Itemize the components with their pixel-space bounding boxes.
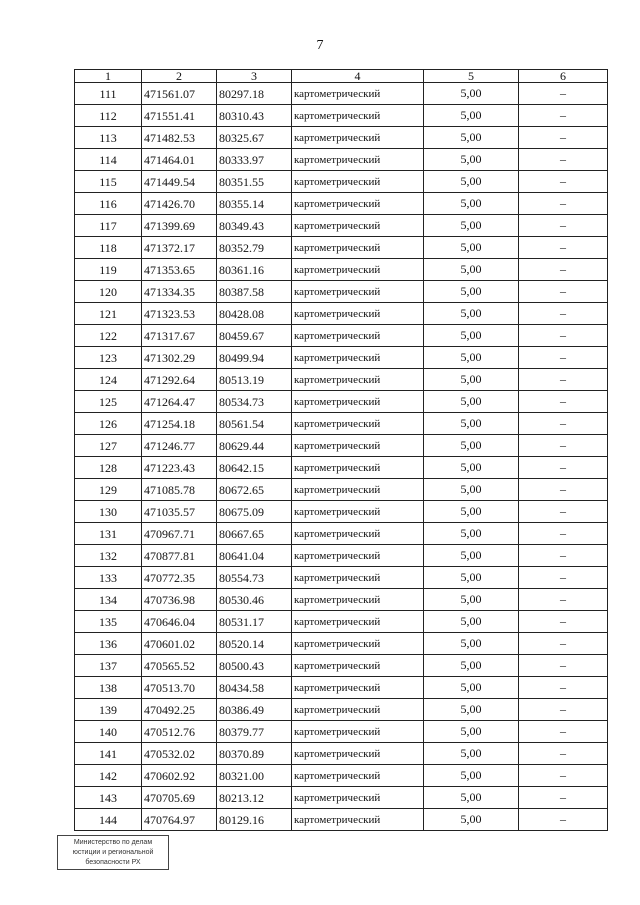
note-cell: – <box>519 413 608 435</box>
registration-stamp <box>57 835 169 870</box>
coordinates-table <box>74 69 608 831</box>
x-coordinate-cell: 470764.97 <box>142 809 217 831</box>
method-cell: картометрический <box>292 325 424 347</box>
point-number-cell: 132 <box>75 545 142 567</box>
error-cell: 5,00 <box>424 633 519 655</box>
table-row <box>75 787 608 809</box>
point-number-cell: 114 <box>75 149 142 171</box>
point-number-cell: 111 <box>75 83 142 105</box>
table-row <box>75 281 608 303</box>
table-row <box>75 369 608 391</box>
note-cell: – <box>519 369 608 391</box>
note-cell: – <box>519 677 608 699</box>
point-number-cell: 124 <box>75 369 142 391</box>
note-cell: – <box>519 193 608 215</box>
error-cell: 5,00 <box>424 215 519 237</box>
y-coordinate-cell: 80459.67 <box>217 325 292 347</box>
x-coordinate-cell: 471223.43 <box>142 457 217 479</box>
table-row <box>75 589 608 611</box>
x-coordinate-cell: 471254.18 <box>142 413 217 435</box>
y-coordinate-cell: 80675.09 <box>217 501 292 523</box>
note-cell: – <box>519 501 608 523</box>
table-body <box>75 83 608 831</box>
y-coordinate-cell: 80531.17 <box>217 611 292 633</box>
x-coordinate-cell: 470705.69 <box>142 787 217 809</box>
x-coordinate-cell: 471302.29 <box>142 347 217 369</box>
x-coordinate-cell: 470602.92 <box>142 765 217 787</box>
y-coordinate-cell: 80629.44 <box>217 435 292 457</box>
note-cell: – <box>519 699 608 721</box>
method-cell: картометрический <box>292 699 424 721</box>
x-coordinate-cell: 470513.70 <box>142 677 217 699</box>
table-row <box>75 567 608 589</box>
method-cell: картометрический <box>292 721 424 743</box>
error-cell: 5,00 <box>424 149 519 171</box>
method-cell: картометрический <box>292 281 424 303</box>
error-cell: 5,00 <box>424 391 519 413</box>
y-coordinate-cell: 80213.12 <box>217 787 292 809</box>
column-header: 1 <box>75 70 142 83</box>
method-cell: картометрический <box>292 545 424 567</box>
method-cell: картометрический <box>292 237 424 259</box>
y-coordinate-cell: 80355.14 <box>217 193 292 215</box>
note-cell: – <box>519 171 608 193</box>
y-coordinate-cell: 80554.73 <box>217 567 292 589</box>
method-cell: картометрический <box>292 611 424 633</box>
note-cell: – <box>519 611 608 633</box>
x-coordinate-cell: 471323.53 <box>142 303 217 325</box>
error-cell: 5,00 <box>424 171 519 193</box>
y-coordinate-cell: 80129.16 <box>217 809 292 831</box>
y-coordinate-cell: 80530.46 <box>217 589 292 611</box>
point-number-cell: 115 <box>75 171 142 193</box>
note-cell: – <box>519 237 608 259</box>
y-coordinate-cell: 80672.65 <box>217 479 292 501</box>
point-number-cell: 136 <box>75 633 142 655</box>
error-cell: 5,00 <box>424 325 519 347</box>
y-coordinate-cell: 80499.94 <box>217 347 292 369</box>
y-coordinate-cell: 80370.89 <box>217 743 292 765</box>
y-coordinate-cell: 80667.65 <box>217 523 292 545</box>
y-coordinate-cell: 80386.49 <box>217 699 292 721</box>
table-row <box>75 435 608 457</box>
point-number-cell: 113 <box>75 127 142 149</box>
y-coordinate-cell: 80561.54 <box>217 413 292 435</box>
y-coordinate-cell: 80361.16 <box>217 259 292 281</box>
point-number-cell: 120 <box>75 281 142 303</box>
method-cell: картометрический <box>292 83 424 105</box>
x-coordinate-cell: 471551.41 <box>142 105 217 127</box>
y-coordinate-cell: 80352.79 <box>217 237 292 259</box>
y-coordinate-cell: 80351.55 <box>217 171 292 193</box>
point-number-cell: 131 <box>75 523 142 545</box>
error-cell: 5,00 <box>424 259 519 281</box>
table-row <box>75 743 608 765</box>
table-row <box>75 127 608 149</box>
column-header: 3 <box>217 70 292 83</box>
stamp-line: Министерство по делам <box>73 839 153 846</box>
note-cell: – <box>519 743 608 765</box>
point-number-cell: 128 <box>75 457 142 479</box>
note-cell: – <box>519 457 608 479</box>
method-cell: картометрический <box>292 765 424 787</box>
note-cell: – <box>519 149 608 171</box>
error-cell: 5,00 <box>424 281 519 303</box>
table-row <box>75 237 608 259</box>
point-number-cell: 122 <box>75 325 142 347</box>
x-coordinate-cell: 471035.57 <box>142 501 217 523</box>
point-number-cell: 117 <box>75 215 142 237</box>
column-header: 5 <box>424 70 519 83</box>
y-coordinate-cell: 80428.08 <box>217 303 292 325</box>
table-row <box>75 501 608 523</box>
y-coordinate-cell: 80387.58 <box>217 281 292 303</box>
column-header: 6 <box>519 70 608 83</box>
error-cell: 5,00 <box>424 105 519 127</box>
error-cell: 5,00 <box>424 501 519 523</box>
table-row <box>75 83 608 105</box>
method-cell: картометрический <box>292 479 424 501</box>
table-row <box>75 457 608 479</box>
note-cell: – <box>519 633 608 655</box>
stamp-line: юстиции и региональной <box>72 849 154 856</box>
x-coordinate-cell: 471292.64 <box>142 369 217 391</box>
page-number: 7 <box>316 38 324 53</box>
method-cell: картометрический <box>292 523 424 545</box>
error-cell: 5,00 <box>424 369 519 391</box>
note-cell: – <box>519 567 608 589</box>
point-number-cell: 144 <box>75 809 142 831</box>
method-cell: картометрический <box>292 259 424 281</box>
y-coordinate-cell: 80321.00 <box>217 765 292 787</box>
x-coordinate-cell: 471317.67 <box>142 325 217 347</box>
error-cell: 5,00 <box>424 787 519 809</box>
x-coordinate-cell: 471085.78 <box>142 479 217 501</box>
note-cell: – <box>519 215 608 237</box>
y-coordinate-cell: 80534.73 <box>217 391 292 413</box>
x-coordinate-cell: 470646.04 <box>142 611 217 633</box>
method-cell: картометрический <box>292 149 424 171</box>
x-coordinate-cell: 470565.52 <box>142 655 217 677</box>
x-coordinate-cell: 471482.53 <box>142 127 217 149</box>
note-cell: – <box>519 347 608 369</box>
method-cell: картометрический <box>292 303 424 325</box>
point-number-cell: 123 <box>75 347 142 369</box>
method-cell: картометрический <box>292 435 424 457</box>
point-number-cell: 116 <box>75 193 142 215</box>
y-coordinate-cell: 80310.43 <box>217 105 292 127</box>
error-cell: 5,00 <box>424 193 519 215</box>
point-number-cell: 133 <box>75 567 142 589</box>
error-cell: 5,00 <box>424 589 519 611</box>
table-row <box>75 171 608 193</box>
table-row <box>75 633 608 655</box>
method-cell: картометрический <box>292 347 424 369</box>
point-number-cell: 143 <box>75 787 142 809</box>
method-cell: картометрический <box>292 369 424 391</box>
column-header: 2 <box>142 70 217 83</box>
note-cell: – <box>519 325 608 347</box>
error-cell: 5,00 <box>424 809 519 831</box>
error-cell: 5,00 <box>424 545 519 567</box>
point-number-cell: 142 <box>75 765 142 787</box>
point-number-cell: 119 <box>75 259 142 281</box>
method-cell: картометрический <box>292 501 424 523</box>
point-number-cell: 121 <box>75 303 142 325</box>
table-row <box>75 105 608 127</box>
table-row <box>75 325 608 347</box>
y-coordinate-cell: 80642.15 <box>217 457 292 479</box>
note-cell: – <box>519 545 608 567</box>
method-cell: картометрический <box>292 391 424 413</box>
note-cell: – <box>519 391 608 413</box>
note-cell: – <box>519 655 608 677</box>
point-number-cell: 135 <box>75 611 142 633</box>
method-cell: картометрический <box>292 677 424 699</box>
x-coordinate-cell: 471399.69 <box>142 215 217 237</box>
error-cell: 5,00 <box>424 347 519 369</box>
y-coordinate-cell: 80434.58 <box>217 677 292 699</box>
point-number-cell: 138 <box>75 677 142 699</box>
table-row <box>75 391 608 413</box>
table-row <box>75 193 608 215</box>
x-coordinate-cell: 471264.47 <box>142 391 217 413</box>
point-number-cell: 125 <box>75 391 142 413</box>
error-cell: 5,00 <box>424 655 519 677</box>
x-coordinate-cell: 470772.35 <box>142 567 217 589</box>
y-coordinate-cell: 80297.18 <box>217 83 292 105</box>
note-cell: – <box>519 83 608 105</box>
method-cell: картометрический <box>292 633 424 655</box>
x-coordinate-cell: 470877.81 <box>142 545 217 567</box>
error-cell: 5,00 <box>424 303 519 325</box>
table-row <box>75 545 608 567</box>
table-row <box>75 699 608 721</box>
table-header-row <box>75 70 608 83</box>
y-coordinate-cell: 80349.43 <box>217 215 292 237</box>
y-coordinate-cell: 80500.43 <box>217 655 292 677</box>
table-row <box>75 479 608 501</box>
x-coordinate-cell: 470967.71 <box>142 523 217 545</box>
error-cell: 5,00 <box>424 83 519 105</box>
note-cell: – <box>519 435 608 457</box>
note-cell: – <box>519 303 608 325</box>
table-row <box>75 809 608 831</box>
y-coordinate-cell: 80520.14 <box>217 633 292 655</box>
note-cell: – <box>519 281 608 303</box>
y-coordinate-cell: 80379.77 <box>217 721 292 743</box>
x-coordinate-cell: 470736.98 <box>142 589 217 611</box>
error-cell: 5,00 <box>424 127 519 149</box>
stamp-line: безопасности РХ <box>85 859 141 866</box>
point-number-cell: 118 <box>75 237 142 259</box>
error-cell: 5,00 <box>424 611 519 633</box>
column-header: 4 <box>292 70 424 83</box>
point-number-cell: 134 <box>75 589 142 611</box>
method-cell: картометрический <box>292 655 424 677</box>
error-cell: 5,00 <box>424 743 519 765</box>
method-cell: картометрический <box>292 809 424 831</box>
table-row <box>75 149 608 171</box>
error-cell: 5,00 <box>424 523 519 545</box>
y-coordinate-cell: 80513.19 <box>217 369 292 391</box>
point-number-cell: 126 <box>75 413 142 435</box>
point-number-cell: 137 <box>75 655 142 677</box>
error-cell: 5,00 <box>424 567 519 589</box>
x-coordinate-cell: 471561.07 <box>142 83 217 105</box>
error-cell: 5,00 <box>424 677 519 699</box>
method-cell: картометрический <box>292 171 424 193</box>
x-coordinate-cell: 470601.02 <box>142 633 217 655</box>
x-coordinate-cell: 471372.17 <box>142 237 217 259</box>
x-coordinate-cell: 470512.76 <box>142 721 217 743</box>
point-number-cell: 127 <box>75 435 142 457</box>
point-number-cell: 130 <box>75 501 142 523</box>
method-cell: картометрический <box>292 215 424 237</box>
error-cell: 5,00 <box>424 435 519 457</box>
point-number-cell: 129 <box>75 479 142 501</box>
method-cell: картометрический <box>292 743 424 765</box>
method-cell: картометрический <box>292 567 424 589</box>
note-cell: – <box>519 105 608 127</box>
x-coordinate-cell: 471449.54 <box>142 171 217 193</box>
error-cell: 5,00 <box>424 479 519 501</box>
method-cell: картометрический <box>292 413 424 435</box>
note-cell: – <box>519 589 608 611</box>
note-cell: – <box>519 765 608 787</box>
table-row <box>75 677 608 699</box>
y-coordinate-cell: 80333.97 <box>217 149 292 171</box>
note-cell: – <box>519 523 608 545</box>
method-cell: картометрический <box>292 457 424 479</box>
y-coordinate-cell: 80641.04 <box>217 545 292 567</box>
x-coordinate-cell: 470492.25 <box>142 699 217 721</box>
table-row <box>75 303 608 325</box>
x-coordinate-cell: 470532.02 <box>142 743 217 765</box>
table-row <box>75 347 608 369</box>
table-row <box>75 413 608 435</box>
point-number-cell: 141 <box>75 743 142 765</box>
x-coordinate-cell: 471464.01 <box>142 149 217 171</box>
note-cell: – <box>519 721 608 743</box>
error-cell: 5,00 <box>424 721 519 743</box>
point-number-cell: 139 <box>75 699 142 721</box>
error-cell: 5,00 <box>424 413 519 435</box>
table-row <box>75 215 608 237</box>
y-coordinate-cell: 80325.67 <box>217 127 292 149</box>
error-cell: 5,00 <box>424 237 519 259</box>
x-coordinate-cell: 471246.77 <box>142 435 217 457</box>
note-cell: – <box>519 787 608 809</box>
table-row <box>75 611 608 633</box>
x-coordinate-cell: 471426.70 <box>142 193 217 215</box>
table-row <box>75 523 608 545</box>
table-row <box>75 655 608 677</box>
x-coordinate-cell: 471334.35 <box>142 281 217 303</box>
error-cell: 5,00 <box>424 699 519 721</box>
method-cell: картометрический <box>292 105 424 127</box>
point-number-cell: 112 <box>75 105 142 127</box>
method-cell: картометрический <box>292 193 424 215</box>
note-cell: – <box>519 809 608 831</box>
method-cell: картометрический <box>292 127 424 149</box>
point-number-cell: 140 <box>75 721 142 743</box>
table-row <box>75 765 608 787</box>
table-row <box>75 259 608 281</box>
x-coordinate-cell: 471353.65 <box>142 259 217 281</box>
note-cell: – <box>519 127 608 149</box>
error-cell: 5,00 <box>424 765 519 787</box>
note-cell: – <box>519 259 608 281</box>
table-row <box>75 721 608 743</box>
error-cell: 5,00 <box>424 457 519 479</box>
note-cell: – <box>519 479 608 501</box>
method-cell: картометрический <box>292 787 424 809</box>
method-cell: картометрический <box>292 589 424 611</box>
